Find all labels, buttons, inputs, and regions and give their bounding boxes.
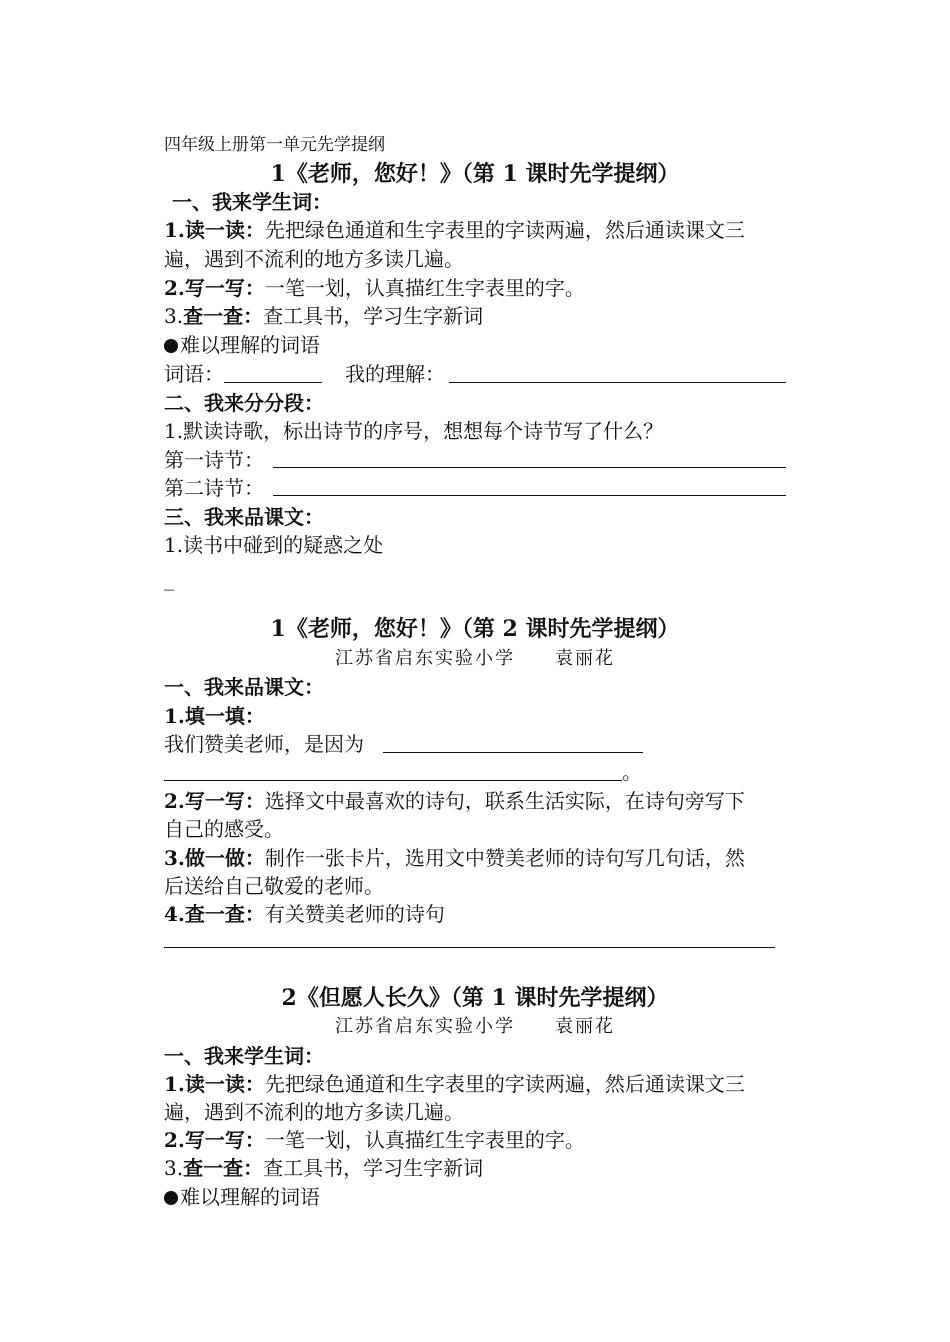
bullet-icon bbox=[164, 339, 178, 353]
write-label: 2.写一写： bbox=[164, 276, 265, 300]
write-text: 选择文中最喜欢的诗句，联系生活实际，在诗句旁写下 bbox=[264, 789, 745, 813]
section1-understanding-label: 我的理解： bbox=[345, 362, 445, 386]
section2-fill-label: 1.填一填： bbox=[164, 704, 265, 728]
section2-do-line2: 后送给自己敬爱的老师。 bbox=[164, 874, 384, 898]
section3-write-line bbox=[164, 1126, 585, 1154]
section1-difficult-words bbox=[164, 331, 320, 359]
document-header: 四年级上册第一单元先学提纲 bbox=[164, 135, 385, 155]
section2-heading-appreciate: 一、我来品课文： bbox=[164, 675, 324, 699]
section2-check-line bbox=[164, 900, 445, 928]
check-text: 查工具书，学习生字新词 bbox=[263, 1156, 484, 1180]
check-number: 3. bbox=[164, 304, 184, 328]
understanding-blank[interactable] bbox=[449, 382, 786, 383]
because-blank-2[interactable] bbox=[164, 780, 622, 781]
section1-words-label: 词语： bbox=[164, 362, 224, 386]
section1-heading-paragraphs: 二、我来分分段： bbox=[164, 391, 324, 415]
section1-heading-appreciate: 三、我来品课文： bbox=[164, 505, 324, 529]
write-text: 一笔一划，认真描红生字表里的字。 bbox=[264, 276, 585, 300]
check-number: 3. bbox=[164, 1156, 184, 1180]
poems-blank[interactable] bbox=[164, 947, 775, 948]
difficult-words-label: 难以理解的词语 bbox=[180, 333, 320, 357]
section1-check-line bbox=[164, 302, 483, 330]
write-text: 一笔一划，认真描红生字表里的字。 bbox=[264, 1128, 585, 1152]
section2-do-line1 bbox=[164, 844, 745, 872]
read-label: 1.读一读： bbox=[164, 1072, 265, 1096]
section2-write-line1 bbox=[164, 787, 745, 815]
section3-heading-vocab: 一、我来学生词： bbox=[164, 1044, 324, 1068]
check-label: 4.查一查： bbox=[164, 902, 265, 926]
check-text: 有关赞美老师的诗句 bbox=[264, 902, 445, 926]
section2-because: 我们赞美老师，是因为 bbox=[164, 732, 364, 756]
section3-difficult-words bbox=[164, 1183, 320, 1211]
section3-read-line2: 遍，遇到不流利的地方多读几遍。 bbox=[164, 1100, 464, 1124]
words-blank[interactable] bbox=[224, 382, 322, 383]
check-label: 查一查： bbox=[183, 304, 264, 328]
verse1-label: 第一诗节： bbox=[164, 448, 264, 472]
section3-subtitle: 江苏省启东实验小学 袁丽花 bbox=[335, 1016, 615, 1037]
section2-title: 1《老师，您好！》（第 2 课时先学提纲） bbox=[270, 616, 680, 642]
section3-read-line1 bbox=[164, 1070, 745, 1098]
bullet-icon bbox=[164, 1191, 178, 1205]
read-text: 先把绿色通道和生字表里的字读两遍，然后通读课文三 bbox=[264, 1072, 745, 1096]
because-blank-1[interactable] bbox=[383, 752, 643, 753]
difficult-words-label: 难以理解的词语 bbox=[180, 1185, 320, 1209]
read-text: 先把绿色通道和生字表里的字读两遍，然后通读课文三 bbox=[264, 218, 745, 242]
check-label: 查一查： bbox=[183, 1156, 264, 1180]
section1-read-line2: 遍，遇到不流利的地方多读几遍。 bbox=[164, 247, 464, 271]
because-period: 。 bbox=[622, 760, 642, 784]
section3-title: 2《但愿人长久》（第 1 课时先学提纲） bbox=[281, 985, 669, 1011]
verse2-blank[interactable] bbox=[273, 495, 786, 496]
section1-dash: _ bbox=[164, 567, 174, 591]
section1-title: 1《老师，您好！》（第 1 课时先学提纲） bbox=[270, 161, 680, 187]
read-label: 1.读一读： bbox=[164, 218, 265, 242]
section3-check-line bbox=[164, 1154, 483, 1182]
section1-read-line1 bbox=[164, 216, 745, 244]
check-text: 查工具书，学习生字新词 bbox=[263, 304, 484, 328]
verse1-blank[interactable] bbox=[273, 467, 786, 468]
section2-subtitle: 江苏省启东实验小学 袁丽花 bbox=[335, 648, 615, 669]
do-label: 3.做一做： bbox=[164, 846, 265, 870]
write-label: 2.写一写： bbox=[164, 1128, 265, 1152]
do-text: 制作一张卡片，选用文中赞美老师的诗句写几句话，然 bbox=[264, 846, 745, 870]
section1-heading-vocab: 一、我来学生词： bbox=[172, 190, 332, 214]
write-label: 2.写一写： bbox=[164, 789, 265, 813]
section1-doubts: 1.读书中碰到的疑惑之处 bbox=[164, 533, 384, 557]
verse2-label: 第二诗节： bbox=[164, 476, 264, 500]
section2-write-line2: 自己的感受。 bbox=[164, 817, 284, 841]
section1-silent-read: 1.默读诗歌，标出诗节的序号，想想每个诗节写了什么？ bbox=[164, 419, 664, 443]
section1-write-line bbox=[164, 274, 585, 302]
